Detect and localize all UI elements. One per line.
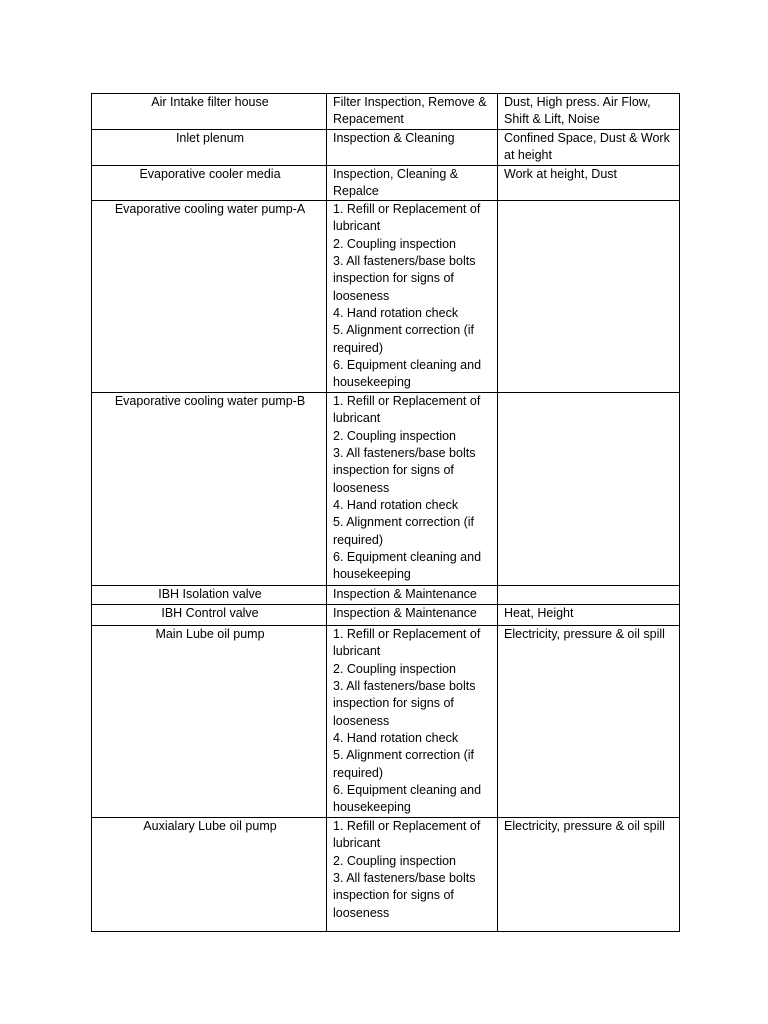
activity-cell: 1. Refill or Replacement of lubricant 2. Coupling inspection 3. All fasteners/base bolts inspection for signs of looseness <box>327 818 498 932</box>
activity-cell: Inspection, Cleaning & Repalce <box>327 165 498 201</box>
table-row <box>92 586 680 605</box>
hazard-cell: Confined Space, Dust & Work at height <box>498 129 680 165</box>
hazard-cell <box>498 201 680 393</box>
activity-cell: 1. Refill or Replacement of lubricant 2. Coupling inspection 3. All fasteners/base bolts inspection for signs of looseness 4. Hand rotation check 5. Alignment correction (if required) 6. Equipment cleaning and housekeeping <box>327 626 498 818</box>
equipment-cell: Inlet plenum <box>92 129 327 165</box>
table-row <box>92 393 680 586</box>
table-row <box>92 129 680 165</box>
hazard-cell: Heat, Height <box>498 605 680 626</box>
hazard-cell: Dust, High press. Air Flow, Shift & Lift, Noise <box>498 94 680 130</box>
activity-cell: Inspection & Maintenance <box>327 586 498 605</box>
equipment-cell: Air Intake filter house <box>92 94 327 130</box>
hazard-cell: Electricity, pressure & oil spill <box>498 818 680 932</box>
maintenance-table <box>91 93 680 932</box>
table-row <box>92 94 680 130</box>
activity-cell: Filter Inspection, Remove & Repacement <box>327 94 498 130</box>
hazard-cell: Electricity, pressure & oil spill <box>498 626 680 818</box>
equipment-cell: IBH Isolation valve <box>92 586 327 605</box>
equipment-cell: Evaporative cooler media <box>92 165 327 201</box>
equipment-cell: Auxialary Lube oil pump <box>92 818 327 932</box>
hazard-cell <box>498 393 680 586</box>
activity-cell: Inspection & Maintenance <box>327 605 498 626</box>
activity-cell: Inspection & Cleaning <box>327 129 498 165</box>
hazard-cell: Work at height, Dust <box>498 165 680 201</box>
table-row <box>92 165 680 201</box>
table-row <box>92 605 680 626</box>
equipment-cell: Evaporative cooling water pump-B <box>92 393 327 586</box>
equipment-cell: Evaporative cooling water pump-A <box>92 201 327 393</box>
activity-cell: 1. Refill or Replacement of lubricant 2. Coupling inspection 3. All fasteners/base bolts inspection for signs of looseness 4. Hand rotation check 5. Alignment correction (if required) 6. Equipment cleaning and housekeeping <box>327 393 498 586</box>
table-row <box>92 201 680 393</box>
table-row <box>92 818 680 932</box>
table-row <box>92 626 680 818</box>
activity-cell: 1. Refill or Replacement of lubricant 2. Coupling inspection 3. All fasteners/base bolts inspection for signs of looseness 4. Hand rotation check 5. Alignment correction (if required) 6. Equipment cleaning and housekeeping <box>327 201 498 393</box>
equipment-cell: Main Lube oil pump <box>92 626 327 818</box>
equipment-cell: IBH Control valve <box>92 605 327 626</box>
hazard-cell <box>498 586 680 605</box>
